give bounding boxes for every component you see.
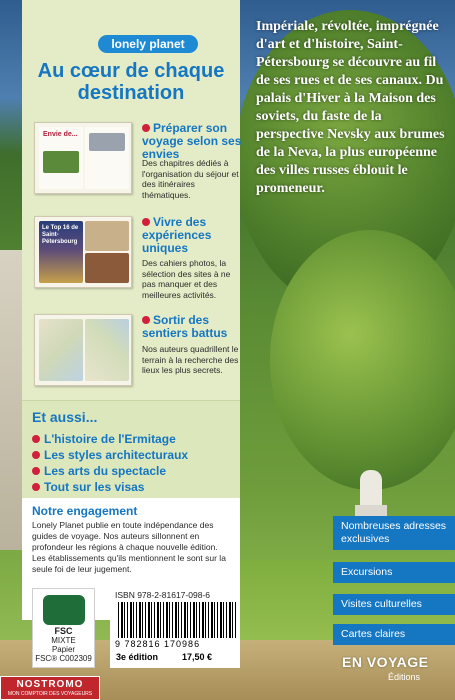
engagement-text: Lonely Planet publie en toute indépendance des guides de voyage. Nos auteurs sillonnent en profondeur les régions à chaque nouvelle édition. Les établissements qu'ils mentionnent le sont sur la seule foi de leur jugement. (32, 520, 226, 574)
feature-title: Sortir des sentiers battus (142, 313, 228, 340)
intro-text: Impériale, révoltée, imprégnée d'art et d'histoire, Saint-Pétersbourg se découvre au fil de ses rues et de ses canaux. Du palais d'Hiver à la Maison des soviets, du faste de la perspective Nevsky aux brumes de la Neva, la plus européenne des villes russes éblouit le promeneur. (256, 19, 445, 196)
list-item: Tout sur les visas (32, 479, 188, 495)
sticker-name: NOSTROMO (16, 679, 84, 690)
guide-preview-thumbnail (34, 216, 132, 288)
feature-description: Nos auteurs quadrillent le terrain à la recherche des lieux les plus secrets. (142, 344, 239, 375)
statue (360, 470, 382, 510)
bullet-icon (32, 467, 40, 475)
photo (85, 221, 129, 251)
tag: Visites culturelles (333, 594, 455, 615)
feature-title: Préparer son voyage selon ses envies (142, 121, 242, 161)
bullet-icon (142, 218, 150, 226)
photo (43, 151, 79, 173)
barcode-number: 9 782816 170986 (115, 639, 201, 649)
tree-foliage (270, 230, 455, 490)
isbn: ISBN 978-2-81617-098-6 (115, 590, 210, 600)
map (85, 319, 129, 381)
publisher-sub: Éditions (388, 672, 421, 682)
also-title: Et aussi... (32, 409, 98, 425)
list-item: Les arts du spectacle (32, 463, 188, 479)
bullet-icon (32, 451, 40, 459)
list-item: Les styles architecturaux (32, 447, 188, 463)
guide-map-thumbnail (34, 314, 132, 386)
list-item: L'histoire de l'Ermitage (32, 431, 188, 447)
tag: Nombreuses adresses exclusives (333, 516, 455, 550)
photo (85, 253, 129, 283)
price: 17,50 € (182, 652, 213, 662)
publisher-brand: EN VOYAGE (342, 654, 429, 670)
lonely-planet-logo: lonely planet (98, 35, 198, 53)
thumbnail-caption: Envie de... (43, 131, 78, 138)
also-list (32, 431, 188, 495)
engagement-title: Notre engagement (32, 504, 138, 518)
bookstore-sticker (0, 676, 100, 700)
tag: Excursions (333, 562, 455, 583)
fsc-tree-icon (43, 595, 85, 625)
barcode-block (110, 588, 240, 668)
sticker-subtitle: MON COMPTOIR DES VOYAGEURS (7, 691, 93, 697)
map (39, 319, 83, 381)
photo (89, 133, 125, 151)
headline: Au cœur de chaque destination (37, 60, 225, 104)
fsc-label: FSC MIXTE Papier FSC® C002309 (32, 588, 95, 668)
feature-description: Des chapitres dédiés à l'organisation du séjour et des itinéraires thématiques. (142, 158, 239, 200)
bullet-icon (142, 316, 150, 324)
guide-preview-thumbnail (34, 122, 132, 194)
features-section (22, 0, 240, 400)
bullet-icon (142, 124, 150, 132)
also-section (22, 400, 240, 498)
thumbnail-caption: Le Top 16 de Saint-Pétersbourg (42, 225, 79, 245)
feature-title: Vivre des expériences uniques (142, 215, 212, 255)
tag: Cartes claires (333, 624, 455, 645)
info-panel (22, 0, 240, 620)
edition: 3e édition (116, 652, 159, 662)
bullet-icon (32, 483, 40, 491)
feature-description: Des cahiers photos, la sélection des sites à ne pas manquer et des meilleures activités. (142, 258, 231, 300)
barcode (118, 602, 236, 638)
bullet-icon (32, 435, 40, 443)
